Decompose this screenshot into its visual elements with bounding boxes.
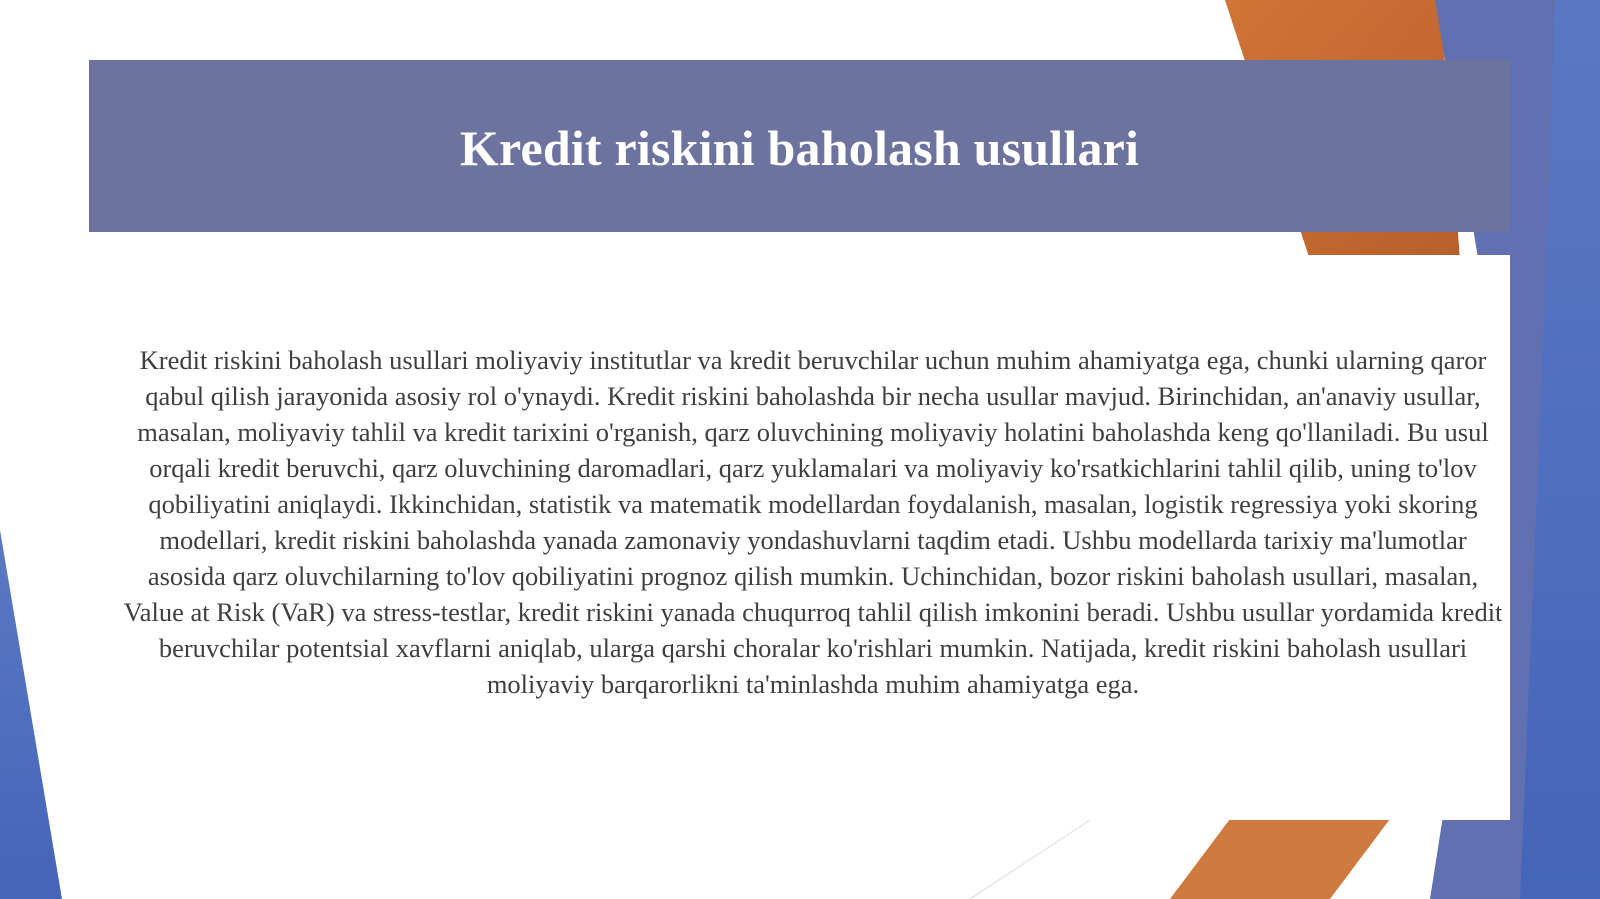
orange-band-bottom [1170, 819, 1390, 899]
slide-title: Kredit riskini baholash usullari [459, 120, 1140, 176]
title-bar [89, 60, 1510, 232]
slide-body-text: Kredit riskini baholash usullari moliyaviy institutlar va kredit beruvchilar uchun muhim ahamiyatga ega, chunki ularning qaror qabul qilish jarayonida asosiy rol o'ynaydi. Kredit riskini baholashda bir necha usullar mavjud. Birinchidan, an'anaviy usullar, masalan, moliyaviy tahlil va kredit tarixini o'rganish, qarz oluvchining moliyaviy holatini baholashda keng qo'llaniladi. Bu usul orqali kredit beruvchi, qarz oluvchining daromadlari, qarz yuklamalari va moliyaviy ko'rsatkichlarini tahlil qilib, uning to'lov qobiliyatini aniqlaydi. Ikkinchidan, statistik va matematik modellardan foydalanish, masalan, logistik regressiya yoki skoring modellari, kredit riskini baholashda yanada zamonaviy yondashuvlarni taqdim etadi. Ushbu modellarda tarixiy ma'lumotlar asosida qarz oluvchilarning to'lov qobiliyatini prognoz qilish mumkin. Uchinchidan, bozor riskini baholash usullari, masalan, Value at Risk (VaR) va stress-testlar, kredit riskini yanada chuqurroq tahlil qilish imkonini beradi. Ushbu usullar yordamida kredit beruvchilar potentsial xavflarni aniqlab, ularga qarshi choralar ko'rishlari mumkin. Natijada, kredit riskini baholash usullari moliyaviy barqarorlikni ta'minlashda muhim ahamiyatga ega. [123, 345, 1503, 699]
blue-wedge-left [0, 530, 62, 899]
faint-diagonal-line [970, 820, 1090, 899]
